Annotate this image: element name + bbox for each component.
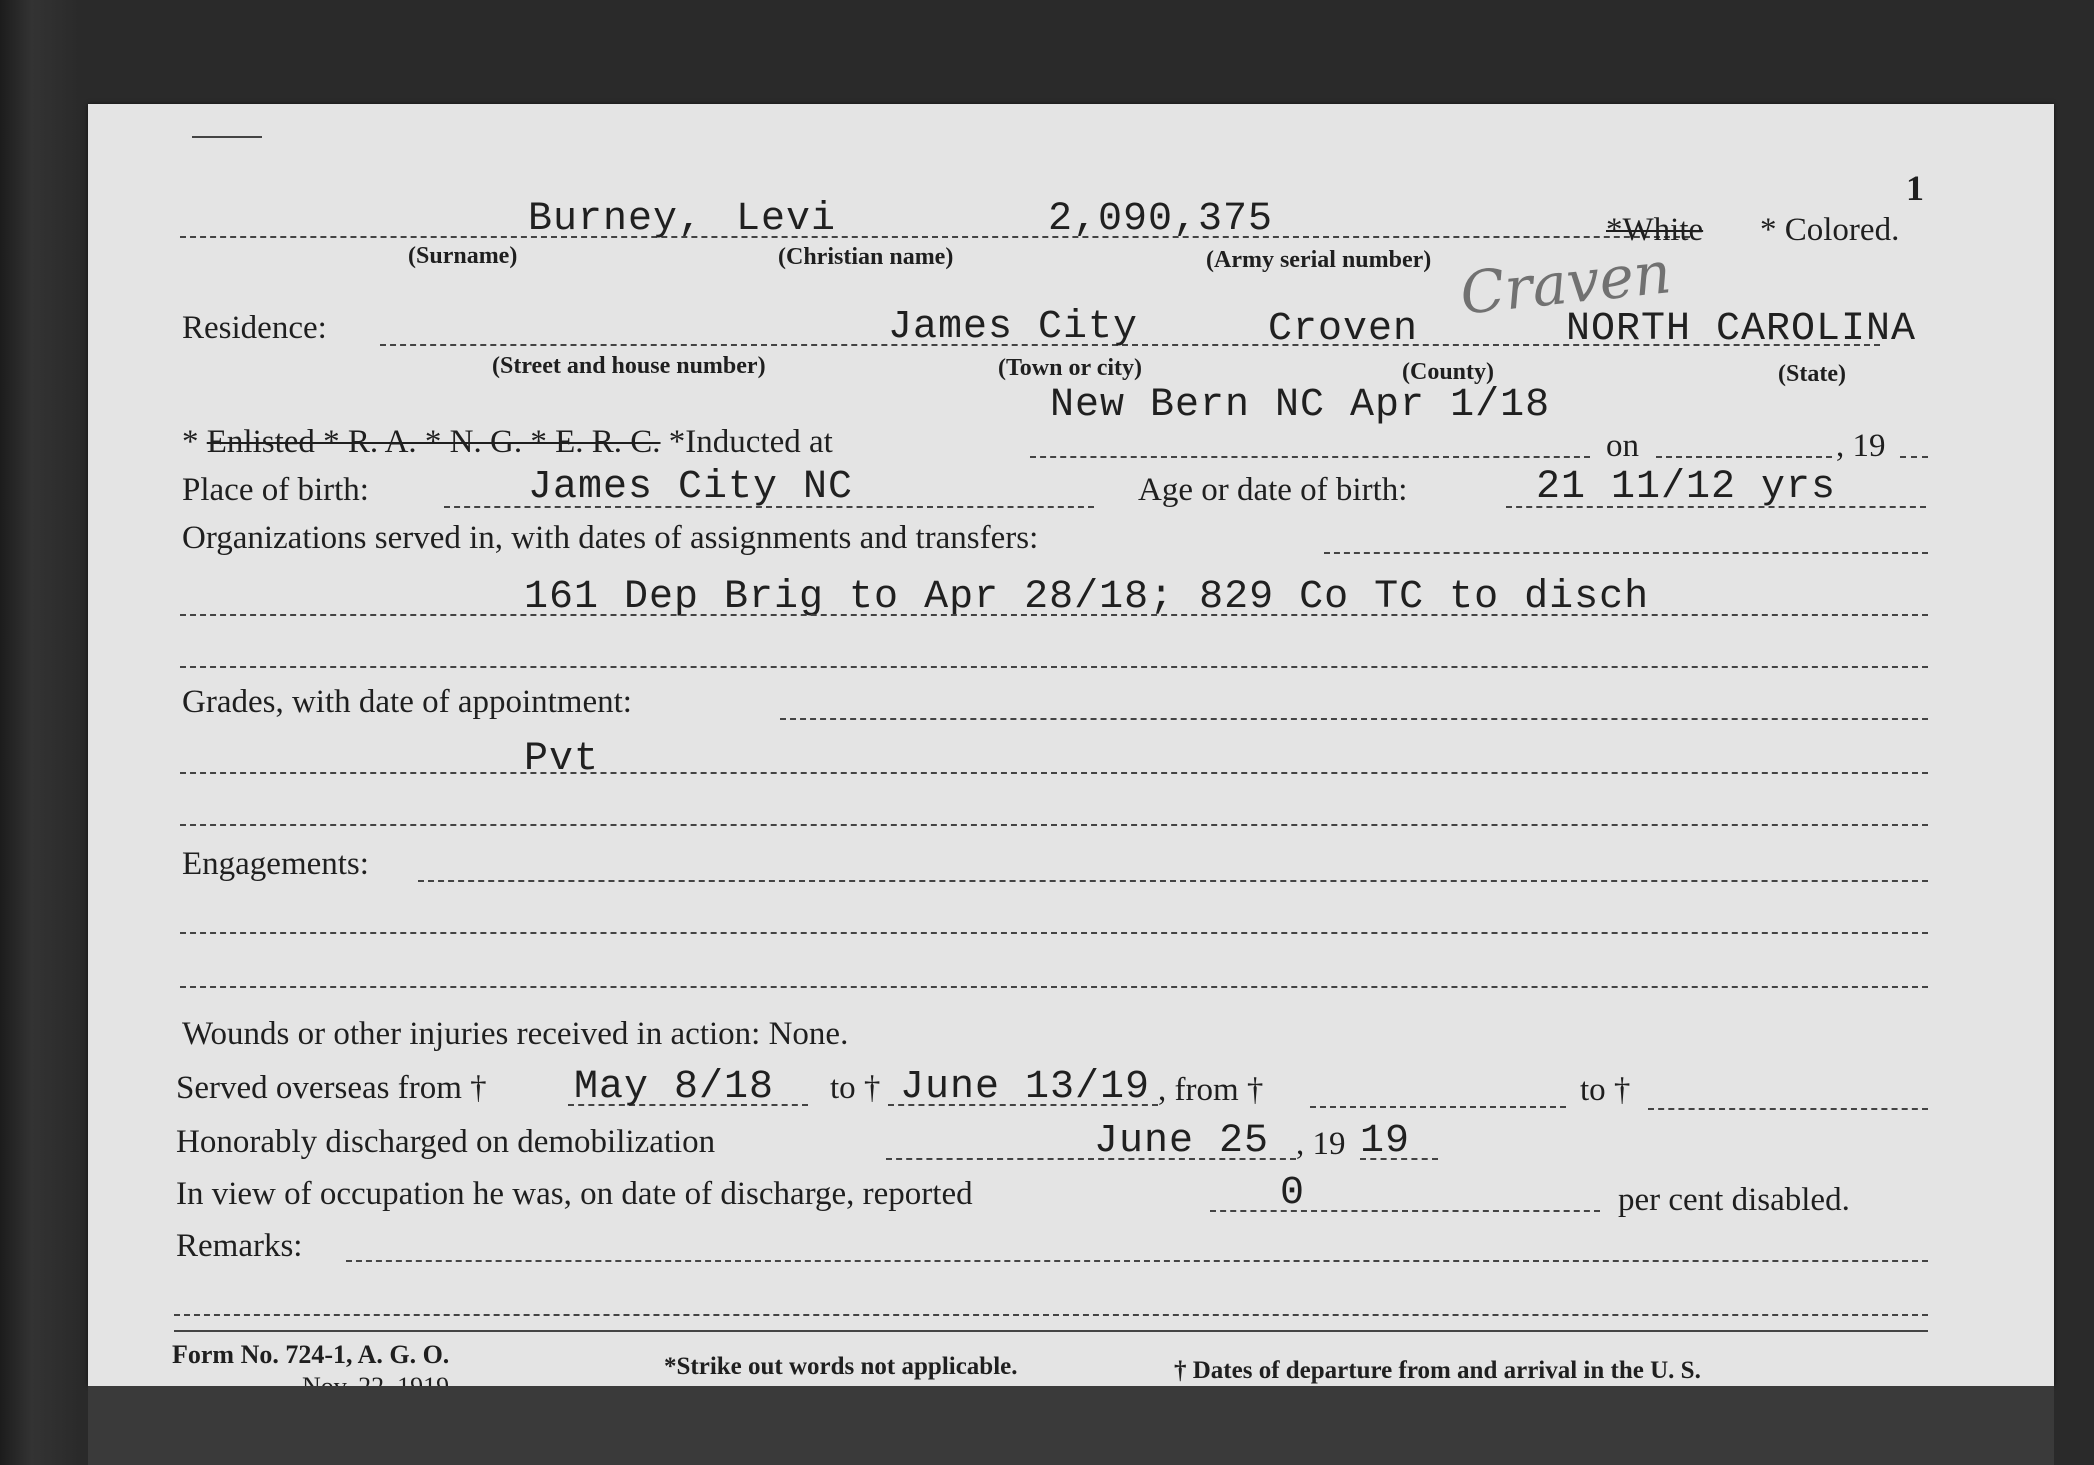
induction-line — [1030, 456, 1590, 458]
grades-line-1 — [780, 718, 1928, 720]
organizations-line-3 — [180, 666, 1928, 668]
discharge-label: Honorably discharged on demobilization — [176, 1124, 716, 1160]
grades-line-2 — [180, 772, 1928, 774]
remarks-line-2 — [174, 1314, 1928, 1316]
induction-place-date-value: New Bern NC Apr 1/18 — [1050, 383, 1551, 428]
county-caption: (County) — [1402, 359, 1495, 385]
engagements-line-1 — [418, 880, 1928, 882]
discharge-year-prefix: , 19 — [1296, 1126, 1346, 1162]
overseas-to2-line — [1648, 1108, 1928, 1110]
residence-county-value: Croven — [1268, 307, 1419, 352]
overseas-to2-label: to † — [1580, 1072, 1631, 1108]
surname-caption: (Surname) — [408, 243, 518, 269]
strike-note: *Strike out words not applicable. — [664, 1353, 1018, 1380]
age-label: Age or date of birth: — [1138, 472, 1408, 508]
service-record-card — [88, 104, 2054, 1386]
grades-line-3 — [180, 824, 1928, 826]
discharge-year-value: 19 — [1360, 1119, 1411, 1164]
induction-year-label: , 19 — [1836, 428, 1886, 464]
engagements-label: Engagements: — [182, 846, 369, 882]
remarks-label: Remarks: — [176, 1228, 303, 1264]
disability-label: In view of occupation he was, on date of discharge, reported — [176, 1176, 973, 1212]
engagements-line-3 — [180, 986, 1928, 988]
discharge-date-value: June 25 — [1094, 1119, 1270, 1164]
grades-label: Grades, with date of appointment: — [182, 684, 632, 720]
overseas-from-value: May 8/18 — [574, 1065, 775, 1110]
residence-state-value: NORTH CAROLINA — [1566, 307, 1917, 352]
remarks-line-1 — [346, 1260, 1928, 1262]
wounds-label: Wounds or other injuries received in action: None. — [182, 1016, 849, 1052]
overseas-label: Served overseas from † — [176, 1070, 487, 1106]
christian-name-caption: (Christian name) — [778, 244, 954, 270]
overseas-to-label: to † — [830, 1070, 881, 1106]
serial-number-value: 2,090,375 — [1048, 197, 1274, 242]
organizations-line-2 — [180, 614, 1928, 616]
induction-on-label: on — [1606, 428, 1639, 464]
name-line — [180, 236, 1690, 238]
county-handwritten-correction: Craven — [1457, 238, 1675, 328]
form-number: Form No. 724-1, A. G. O. — [172, 1340, 450, 1369]
organizations-label: Organizations served in, with dates of assignments and transfers: — [182, 520, 1039, 556]
serial-number-caption: (Army serial number) — [1206, 247, 1432, 273]
card-number: 1 — [1906, 168, 1924, 208]
overseas-from2-label: , from † — [1158, 1072, 1264, 1108]
induction-on-line — [1656, 456, 1832, 458]
race-colored: * Colored. — [1760, 212, 1900, 248]
engagements-line-2 — [180, 932, 1928, 934]
induction-row: * Enlisted * R. A. * N. G. * E. R. C. *Inducted at — [182, 424, 833, 460]
birth-place-value: James City NC — [528, 465, 854, 510]
state-caption: (State) — [1778, 361, 1846, 387]
induction-year-line — [1900, 456, 1928, 458]
race-white-struck: *White — [1606, 212, 1704, 248]
struck-enlistment-options: Enlisted * R. A. * N. G. * E. R. C. — [206, 424, 661, 460]
christian-name-value: Levi — [736, 197, 837, 242]
footer-rule — [174, 1330, 1928, 1332]
organizations-line-1 — [1324, 552, 1928, 554]
residence-label: Residence: — [182, 310, 327, 346]
residence-town-value: James City — [888, 305, 1139, 350]
surname-value: Burney, — [528, 197, 704, 242]
grades-value: Pvt — [524, 737, 600, 782]
street-caption: (Street and house number) — [492, 353, 766, 379]
corner-rule — [192, 136, 262, 138]
disability-line — [1210, 1210, 1600, 1212]
dates-note: † Dates of departure from and arrival in the U. S. — [1174, 1357, 1701, 1384]
binder-edge — [0, 0, 80, 1465]
birth-place-label: Place of birth: — [182, 472, 369, 508]
organizations-value: 161 Dep Brig to Apr 28/18; 829 Co TC to disch — [524, 575, 1650, 620]
disability-value: 0 — [1280, 1171, 1306, 1216]
disability-suffix: per cent disabled. — [1618, 1182, 1850, 1218]
overseas-from2-line — [1310, 1106, 1566, 1108]
background-below-card — [88, 1386, 2054, 1465]
overseas-to-value: June 13/19 — [900, 1065, 1151, 1110]
town-caption: (Town or city) — [998, 355, 1142, 381]
age-value: 21 11/12 yrs — [1536, 465, 1837, 510]
